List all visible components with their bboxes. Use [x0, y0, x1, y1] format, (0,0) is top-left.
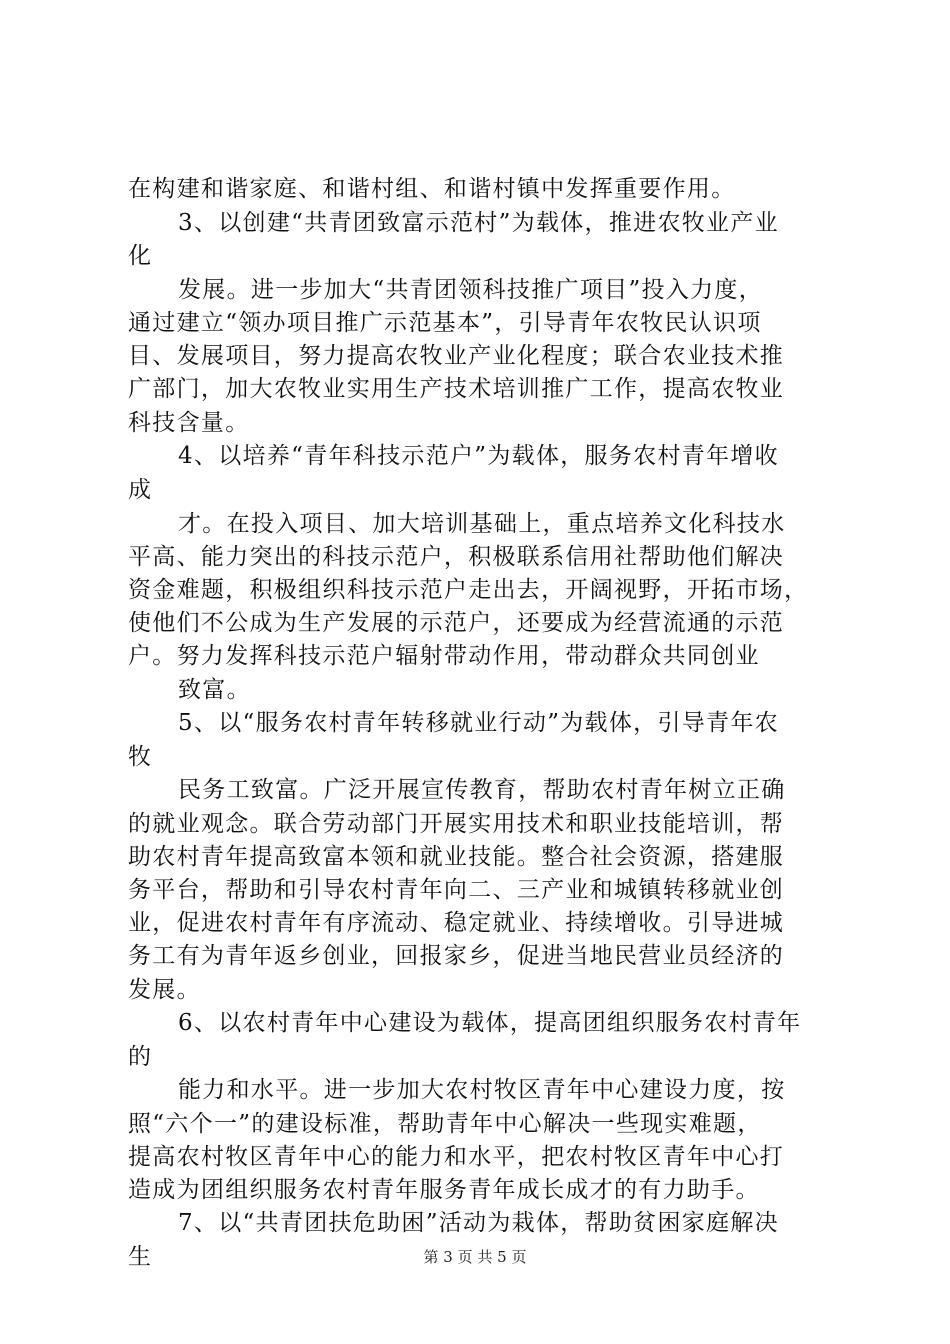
text-line: 5、以“服务农村青年转移就业行动”为载体，引导青年农 [178, 710, 779, 736]
text-line: 广部门，加大农牧业实用生产技术培训推广工作，提高农牧业 [128, 376, 785, 402]
text-line: 能力和水平。进一步加大农村牧区青年中心建设力度，按 [178, 1077, 786, 1103]
page-number-footer: 第 3 页 共 5 页 [423, 1248, 527, 1266]
text-line: 照“六个一”的建设标准，帮助青年中心解决一些现实难题， [128, 1111, 762, 1137]
text-line: 3、以创建“共青团致富示范村”为载体，推进农牧业产业 [178, 210, 779, 236]
text-line: 使他们不公成为生产发展的示范户，还要成为经营流通的示范 [128, 610, 785, 636]
text-line: 提高农村牧区青年中心的能力和水平，把农村牧区青年中心打 [128, 1144, 785, 1170]
text-line: 户。努力发挥科技示范户辐射带动作用，带动群众共同创业 [128, 643, 760, 669]
text-line: 7、以“共青团扶危助困”活动为栽体，帮助贫困家庭解决 [178, 1210, 779, 1236]
text-line: 在构建和谐家庭、和谐村组、和谐村镇中发挥重要作用。 [128, 176, 736, 202]
text-line: 化 [128, 243, 153, 269]
text-line: 目、发展项目，努力提高农牧业产业化程度；联合农业技术推 [128, 343, 785, 369]
text-line: 通过建立“领办项目推广示范基本”，引导青年农牧民认识项 [128, 310, 762, 336]
text-line: 民务工致富。广泛开展宣传教育，帮助农村青年树立正确 [178, 777, 786, 803]
text-line: 务平台，帮助和引导农村青年向二、三产业和城镇转移就业创 [128, 877, 785, 903]
text-line: 的 [128, 1044, 153, 1070]
text-line: 科技含量。 [128, 410, 250, 436]
text-line: 成 [128, 477, 153, 503]
text-line: 生 [128, 1244, 153, 1270]
text-line: 发展。进一步加大“共青团领科技推广项目”投入力度， [178, 277, 764, 303]
text-line: 务工有为青年返乡创业，回报家乡，促进当地民营业员经济的 [128, 943, 785, 969]
text-line: 业，促进农村青年有序流动、稳定就业、持续增收。引导进城 [128, 910, 785, 936]
text-line: 助农村青年提高致富本领和就业技能。整合社会资源，搭建服 [128, 844, 785, 870]
text-line: 致富。 [178, 677, 251, 703]
text-line: 6、以农村青年中心建设为载体，提高团组织服务农村青年 [178, 1010, 802, 1036]
text-line: 平高、能力突出的科技示范户，积极联系信用社帮助他们解决 [128, 544, 785, 570]
text-line: 才。在投入项目、加大培训基础上，重点培养文化科技水 [178, 511, 786, 537]
text-line: 4、以培养“青年科技示范户”为载体，服务农村青年增收 [178, 443, 779, 469]
text-line: 造成为团组织服务农村青年服务青年成长成才的有力助手。 [128, 1177, 760, 1203]
text-line: 资金难题，积极组织科技示范户走出去，开阔视野，开拓市场， [128, 577, 809, 603]
text-line: 的就业观念。联合劳动部门开展实用技术和职业技能培训，帮 [128, 811, 785, 837]
text-line: 牧 [128, 744, 153, 770]
text-line: 发展。 [128, 977, 201, 1003]
